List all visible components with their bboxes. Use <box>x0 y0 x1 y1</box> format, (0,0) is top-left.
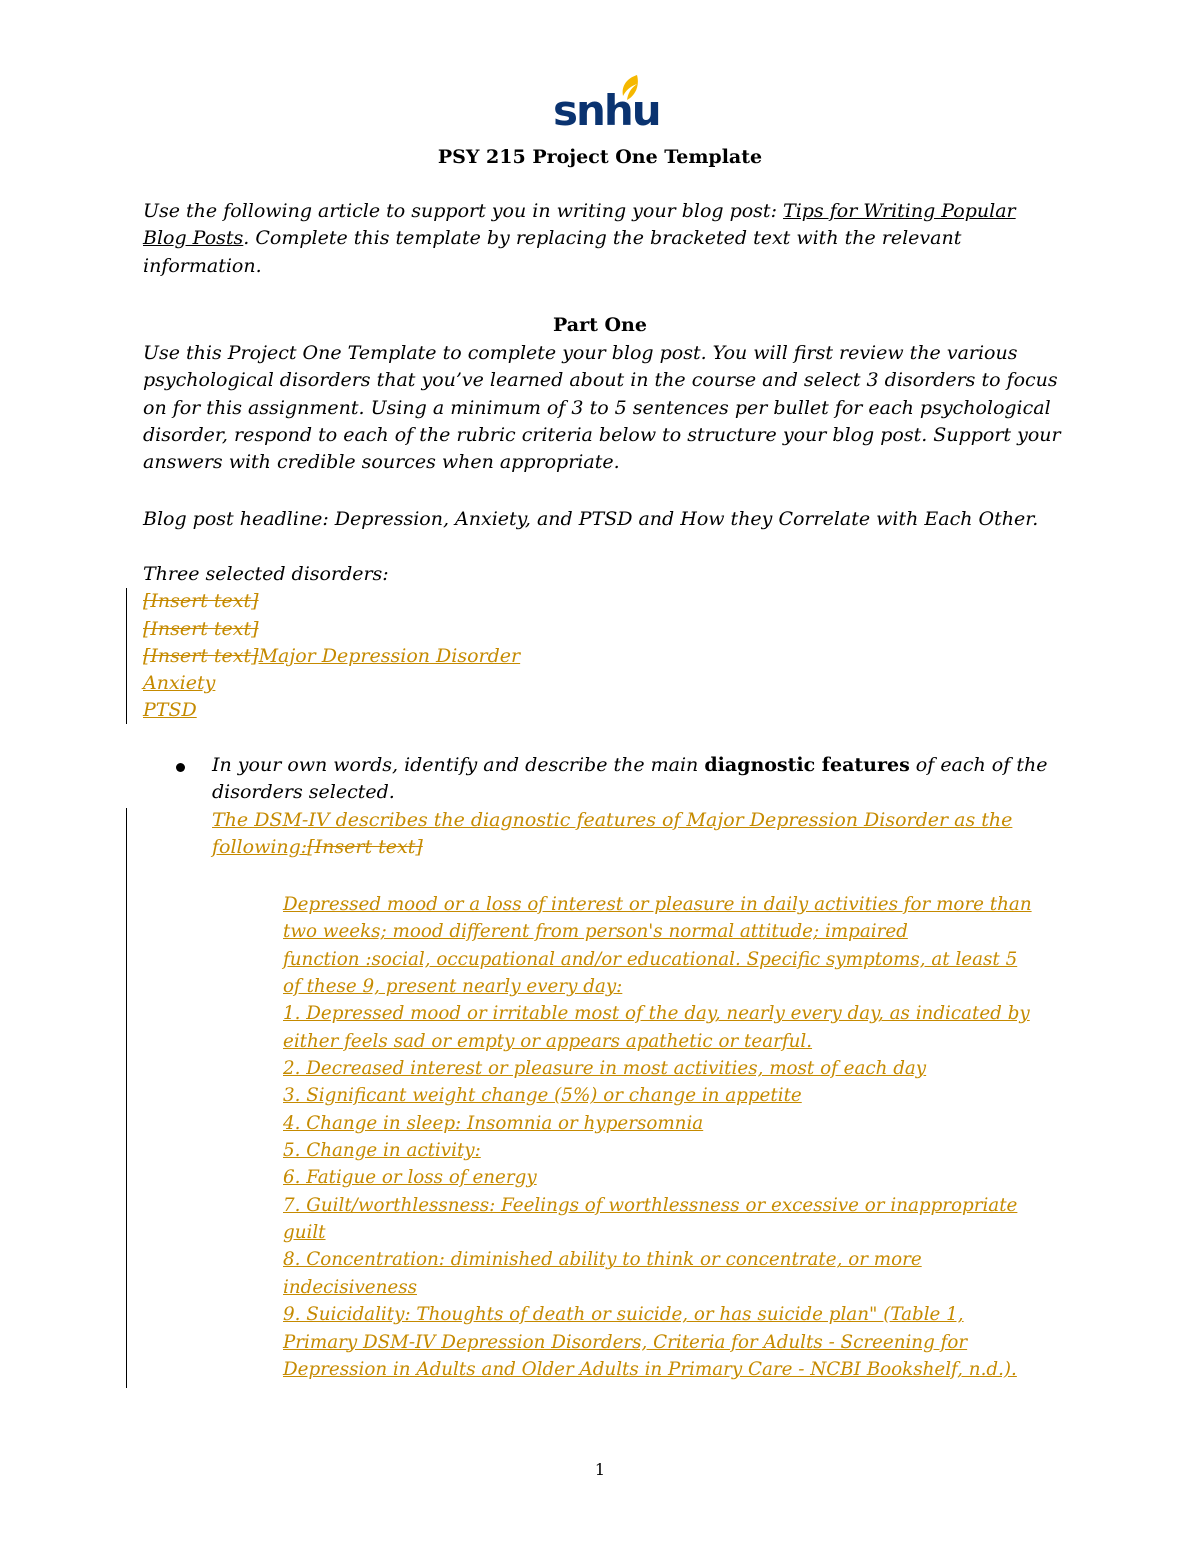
criteria-line: two weeks; mood different from person's normal attitude; impaired <box>283 921 908 943</box>
part-one-line: disorder, respond to each of the rubric criteria below to structure your blog post. Support your <box>143 423 1061 446</box>
criteria-line: 1. Depressed mood or irritable most of the day, nearly every day, as indicated by <box>283 1003 1030 1025</box>
criteria-line: indecisiveness <box>283 1276 417 1298</box>
intro-paragraph <box>143 198 1073 280</box>
part-one-line: Use this Project One Template to complete your blog post. You will first review the various <box>143 342 1018 364</box>
inserted-disorder: PTSD <box>143 699 197 722</box>
bullet-prompt-end: of each of the <box>909 754 1048 776</box>
criteria-list <box>283 891 1073 1383</box>
criteria-line: of these 9, present nearly every day: <box>283 976 623 998</box>
article-link-continued[interactable]: Blog Posts <box>143 227 244 250</box>
bullet-bold: diagnostic features <box>704 754 910 776</box>
change-bar <box>126 588 127 724</box>
part-one-heading: Part One <box>553 314 647 336</box>
snhu-logo <box>553 74 660 135</box>
answer-text: The DSM-IV describes the diagnostic features of Major Depression Disorder as the <box>212 808 1013 831</box>
criteria-line: function :social, occupational and/or educational. Specific symptoms, at least 5 <box>283 948 1018 970</box>
article-link[interactable]: Tips for Writing Popular <box>783 200 1016 222</box>
bullet-icon <box>176 763 185 772</box>
criteria-line: either feels sad or empty or appears apathetic or tearful. <box>283 1030 813 1052</box>
blog-headline: Blog post headline: Depression, Anxiety, and PTSD and How they Correlate with Each Other. <box>143 508 1039 530</box>
intro-text: Use the following article to support you in writing your blog post: <box>143 200 784 222</box>
part-one-line: on for this assignment. Using a minimum of 3 to 5 sentences per bullet for each psychological <box>143 396 1051 419</box>
deleted-text: [Insert text] <box>143 590 259 613</box>
criteria-line: guilt <box>283 1222 326 1244</box>
answer-text: following: <box>212 835 308 858</box>
criteria-line: 8. Concentration: diminished ability to think or concentrate, or more <box>283 1249 922 1271</box>
criteria-line: 2. Decreased interest or pleasure in most activities, most of each day <box>283 1058 927 1080</box>
bullet-prompt: In your own words, identify and describe the main <box>212 754 705 776</box>
criteria-line: Depressed mood or a loss of interest or pleasure in daily activities for more than <box>283 894 1032 915</box>
deleted-text: [Insert text] <box>143 644 259 667</box>
intro-text-3: information. <box>143 254 262 277</box>
criteria-line: 4. Change in sleep: Insomnia or hypersomnia <box>283 1112 704 1134</box>
criteria-line: 5. Change in activity: <box>283 1140 481 1162</box>
part-one-line: psychological disorders that you’ve learned about in the course and select 3 disorders to focus <box>143 369 1058 392</box>
bullet-item <box>212 752 1072 861</box>
logo-text: snhu <box>553 86 660 135</box>
bullet-prompt-2: disorders selected. <box>212 781 395 804</box>
disorders-list <box>143 561 1073 725</box>
inserted-disorder: Anxiety <box>143 672 216 695</box>
change-bar <box>126 808 127 1388</box>
criteria-line: 9. Suicidality: Thoughts of death or suicide, or has suicide plan" (Table 1, <box>283 1304 964 1326</box>
deleted-text: [Insert text] <box>143 617 259 640</box>
document-title: PSY 215 Project One Template <box>437 146 763 168</box>
page-number: 1 <box>594 1460 606 1479</box>
criteria-line: 6. Fatigue or loss of energy <box>283 1167 537 1189</box>
criteria-line: 7. Guilt/worthlessness: Feelings of worthlessness or excessive or inappropriate <box>283 1194 1018 1216</box>
part-one-paragraph <box>143 340 1073 476</box>
deleted-text: [Insert text] <box>307 835 423 858</box>
criteria-line: Primary DSM-IV Depression Disorders, Criteria for Adults - Screening for <box>283 1331 968 1353</box>
intro-text-2: . Complete this template by replacing the bracketed text with the relevant <box>243 227 962 250</box>
part-one-line: answers with credible sources when appropriate. <box>143 451 620 474</box>
criteria-line: Depression in Adults and Older Adults in Primary Care - NCBI Bookshelf, n.d.). <box>283 1358 1017 1380</box>
disorders-label: Three selected disorders: <box>143 563 389 585</box>
criteria-line: 3. Significant weight change (5%) or change in appetite <box>283 1085 802 1107</box>
inserted-disorder: Major Depression Disorder <box>258 644 521 667</box>
